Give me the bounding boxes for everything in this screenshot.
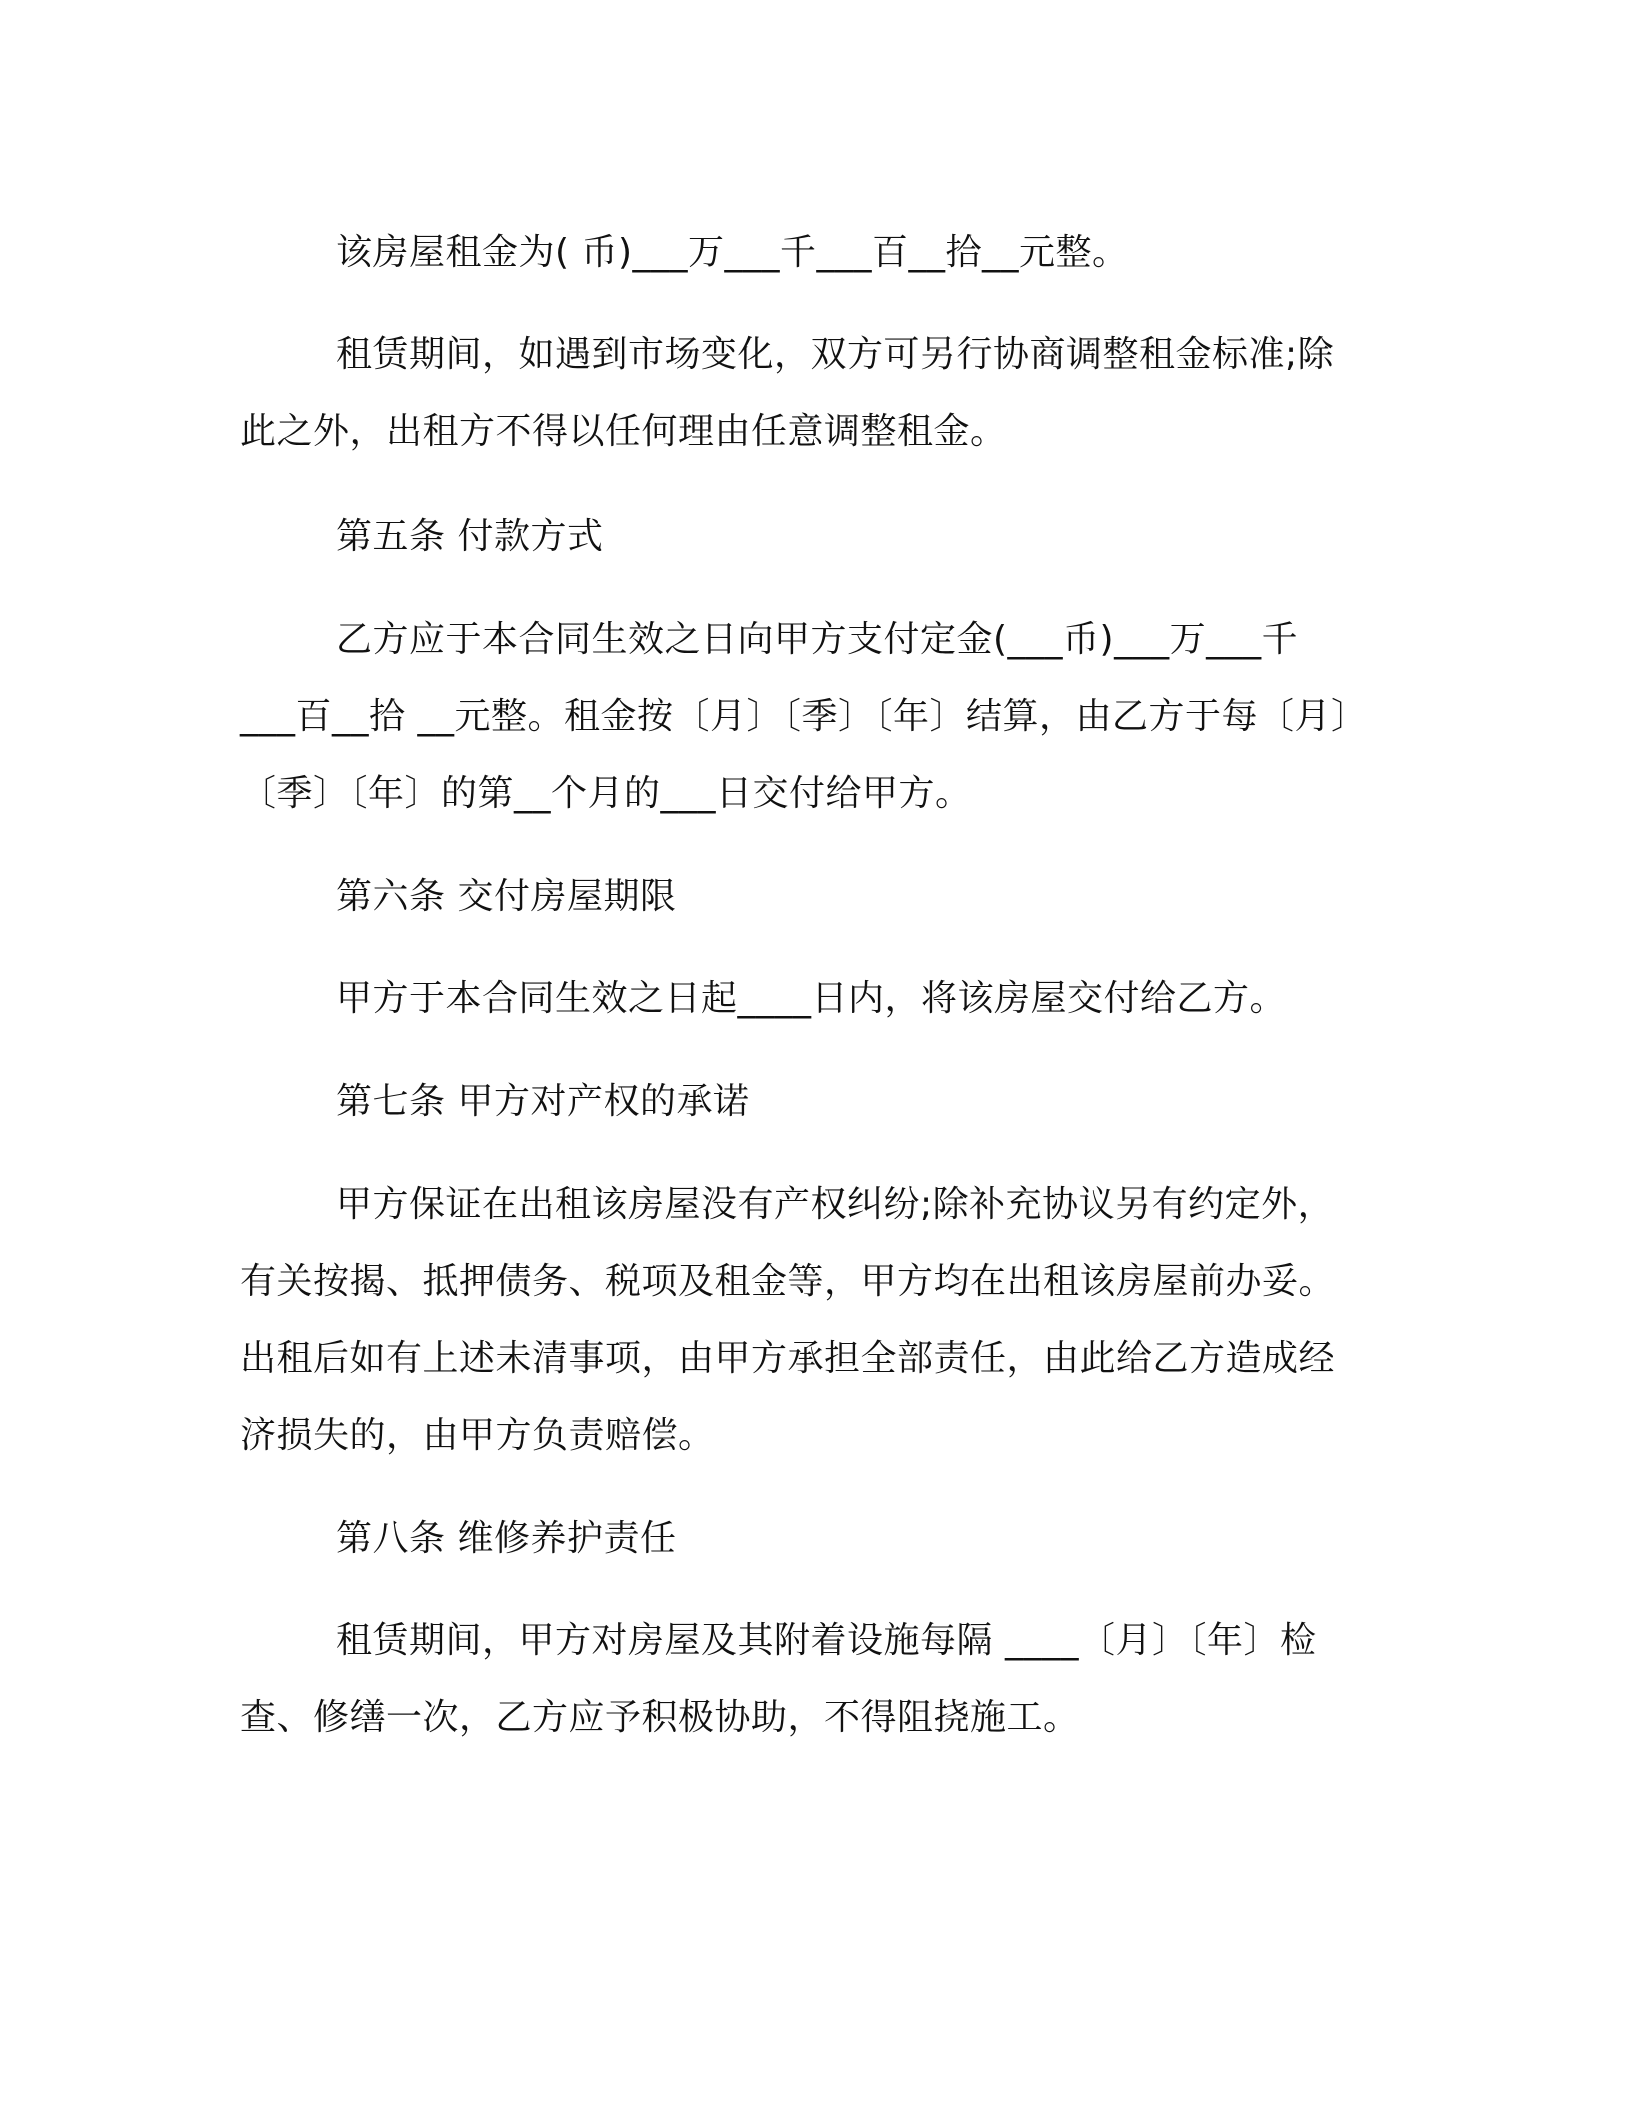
paragraph-rent-adjustment: 租赁期间，如遇到市场变化，双方可另行协商调整租金标准;除此之外，出租方不得以任何理由任意调整租金。 [240, 334, 1335, 452]
heading-article-7-property-rights: 第七条 甲方对产权的承诺 [336, 1081, 750, 1122]
paragraph-delivery-period: 甲方于本合同生效之日起____日内，将该房屋交付给乙方。 [336, 978, 1287, 1019]
heading-article-6-delivery: 第六条 交付房屋期限 [336, 876, 677, 917]
paragraph-rent-amount: 该房屋租金为( 币)___万___千___百__拾__元整。 [336, 232, 1129, 273]
paragraph-property-rights: 甲方保证在出租该房屋没有产权纠纷;除补充协议另有约定外，有关按揭、抵押债务、税项及租金等，甲方均在出租该房屋前办妥。出租后如有上述未清事项，由甲方承担全部责任，由此给乙方造成经济损失的，由甲方负责赔偿。 [240, 1184, 1336, 1456]
paragraph-deposit-payment: 乙方应于本合同生效之日向甲方支付定金(___币)___万___千___百__拾 __元整。租金按〔月〕〔季〕〔年〕结算，由乙方于每〔月〕〔季〕〔年〕的第__个月的___日交付给甲方。 [240, 619, 1350, 814]
heading-article-8-maintenance: 第八条 维修养护责任 [336, 1518, 677, 1559]
paragraph-maintenance: 租赁期间，甲方对房屋及其附着设施每隔 ____〔月〕〔年〕检查、修缮一次，乙方应予积极协助，不得阻挠施工。 [240, 1620, 1317, 1738]
heading-article-5-payment: 第五条 付款方式 [336, 516, 604, 557]
